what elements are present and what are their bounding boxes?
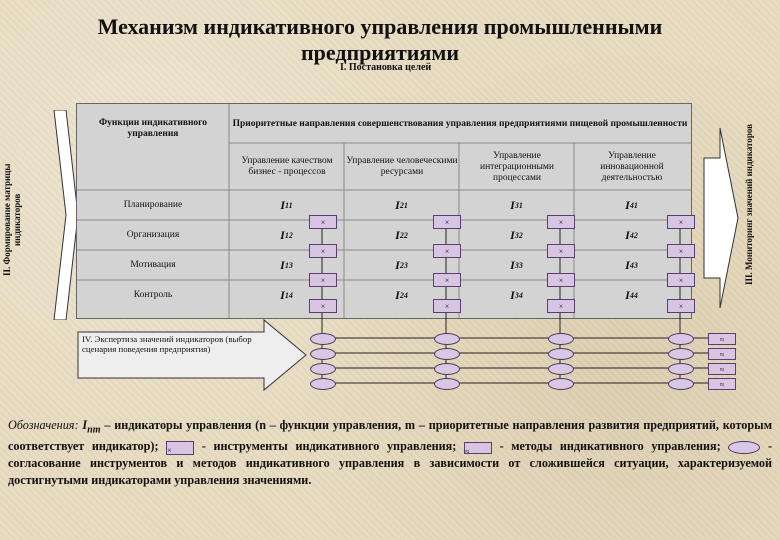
instrument-marker: × [433,244,461,258]
coordination-ellipse [310,333,336,345]
legend-text-2: - инструменты индикативного управления; [201,439,457,454]
instrument-marker: × [433,273,461,287]
method-marker: ≈ [708,363,736,375]
coordination-ellipse [548,378,574,390]
indicator-cell: I 21 [395,197,408,212]
indicator-cell: I 43 [625,257,638,272]
coordination-ellipse [668,333,694,345]
method-marker: ≈ [708,378,736,390]
instrument-marker: × [667,299,695,313]
indicator-cell: I 34 [510,287,523,302]
indicator-cell: I 44 [625,287,638,302]
legend-text-4: - согласование инструментов и методов индикативного управления в зависимости от сложившейся ситуации, характеризуемой достигнутыми индикаторами управления значениями. [8,439,772,488]
coordination-ellipse [548,333,574,345]
indicator-cell: I 22 [395,227,408,242]
row-label-control: Контроль [133,289,173,300]
instrument-marker: × [433,215,461,229]
expertise-arrow-shape [76,318,308,393]
indicator-cell: I 24 [395,287,408,302]
side-right-label: III. Мониторинг значений индикаторов [744,124,754,286]
indicator-cell: I 13 [280,257,293,272]
coordination-ellipse [668,348,694,360]
coordination-ellipse [434,348,460,360]
legend-symbol: $I_{nm}$ [82,418,101,436]
legend-lead: Обозначения: [8,418,79,432]
legend-text-1: – индикаторы управления (n – функции управления, m – приоритетные направления развития предприятий, которым соответствует индикатор); [8,418,772,454]
legend [8,417,772,489]
row-label-planning: Планирование [123,199,183,210]
coordination-ellipse [310,363,336,375]
coordination-ellipse [310,348,336,360]
matrix-corner: Функции индикативного управления [98,118,208,139]
instrument-marker: × [547,244,575,258]
legend-instrument-marker: × [166,441,194,455]
legend-coordination-ellipse [728,441,760,454]
indicator-cell: I 14 [280,287,293,302]
coordination-ellipse [310,378,336,390]
instrument-marker: × [547,299,575,313]
row-label-motivation: Мотивация [130,259,176,270]
instrument-marker: × [309,215,337,229]
indicator-cell: I 41 [625,197,638,212]
instrument-marker: × [667,215,695,229]
instrument-marker: × [309,273,337,287]
row-label-organization: Организация [126,229,180,240]
instrument-marker: × [309,244,337,258]
indicator-cell: I 31 [510,197,523,212]
method-marker: ≈ [708,333,736,345]
instrument-marker: × [667,273,695,287]
coordination-ellipse [668,363,694,375]
column-header: Управление качеством бизнес - процессов [241,156,333,177]
instrument-marker: × [309,299,337,313]
expertise-label: IV. Экспертиза значений индикаторов (выбор сценария поведения предприятия) [82,334,252,354]
matrix-group-header: Приоритетные направления совершенствования управления предприятиями пищевой промышленности [232,118,688,129]
instrument-marker: × [547,273,575,287]
legend-text-3: - методы индикативного управления; [499,439,721,454]
indicator-cell: I 12 [280,227,293,242]
instrument-marker: × [547,215,575,229]
column-header: Управление инновационной деятельностью [600,150,664,183]
indicator-cell: I 11 [280,197,293,212]
indicator-cell: I 33 [510,257,523,272]
instrument-marker: × [667,244,695,258]
coordination-ellipse [434,363,460,375]
indicator-cell: I 23 [395,257,408,272]
coordination-ellipse [434,378,460,390]
page-title: Механизм индикативного управления промышленными предприятиями [97,14,663,65]
column-header: Управление интеграционными процессами [480,150,554,183]
method-marker: ≈ [708,348,736,360]
column-header: Управление человеческими ресурсами [346,156,458,177]
coordination-ellipse [548,363,574,375]
subtitle: I. Постановка целей [340,62,432,73]
indicator-cell: I 32 [510,227,523,242]
indicator-cell: I 42 [625,227,638,242]
legend-method-marker: ≈ [464,442,492,454]
instrument-marker: × [433,299,461,313]
side-left-label: II. Формирование матрицы индикаторов [2,163,22,277]
coordination-ellipse [548,348,574,360]
coordination-ellipse [434,333,460,345]
coordination-ellipse [668,378,694,390]
